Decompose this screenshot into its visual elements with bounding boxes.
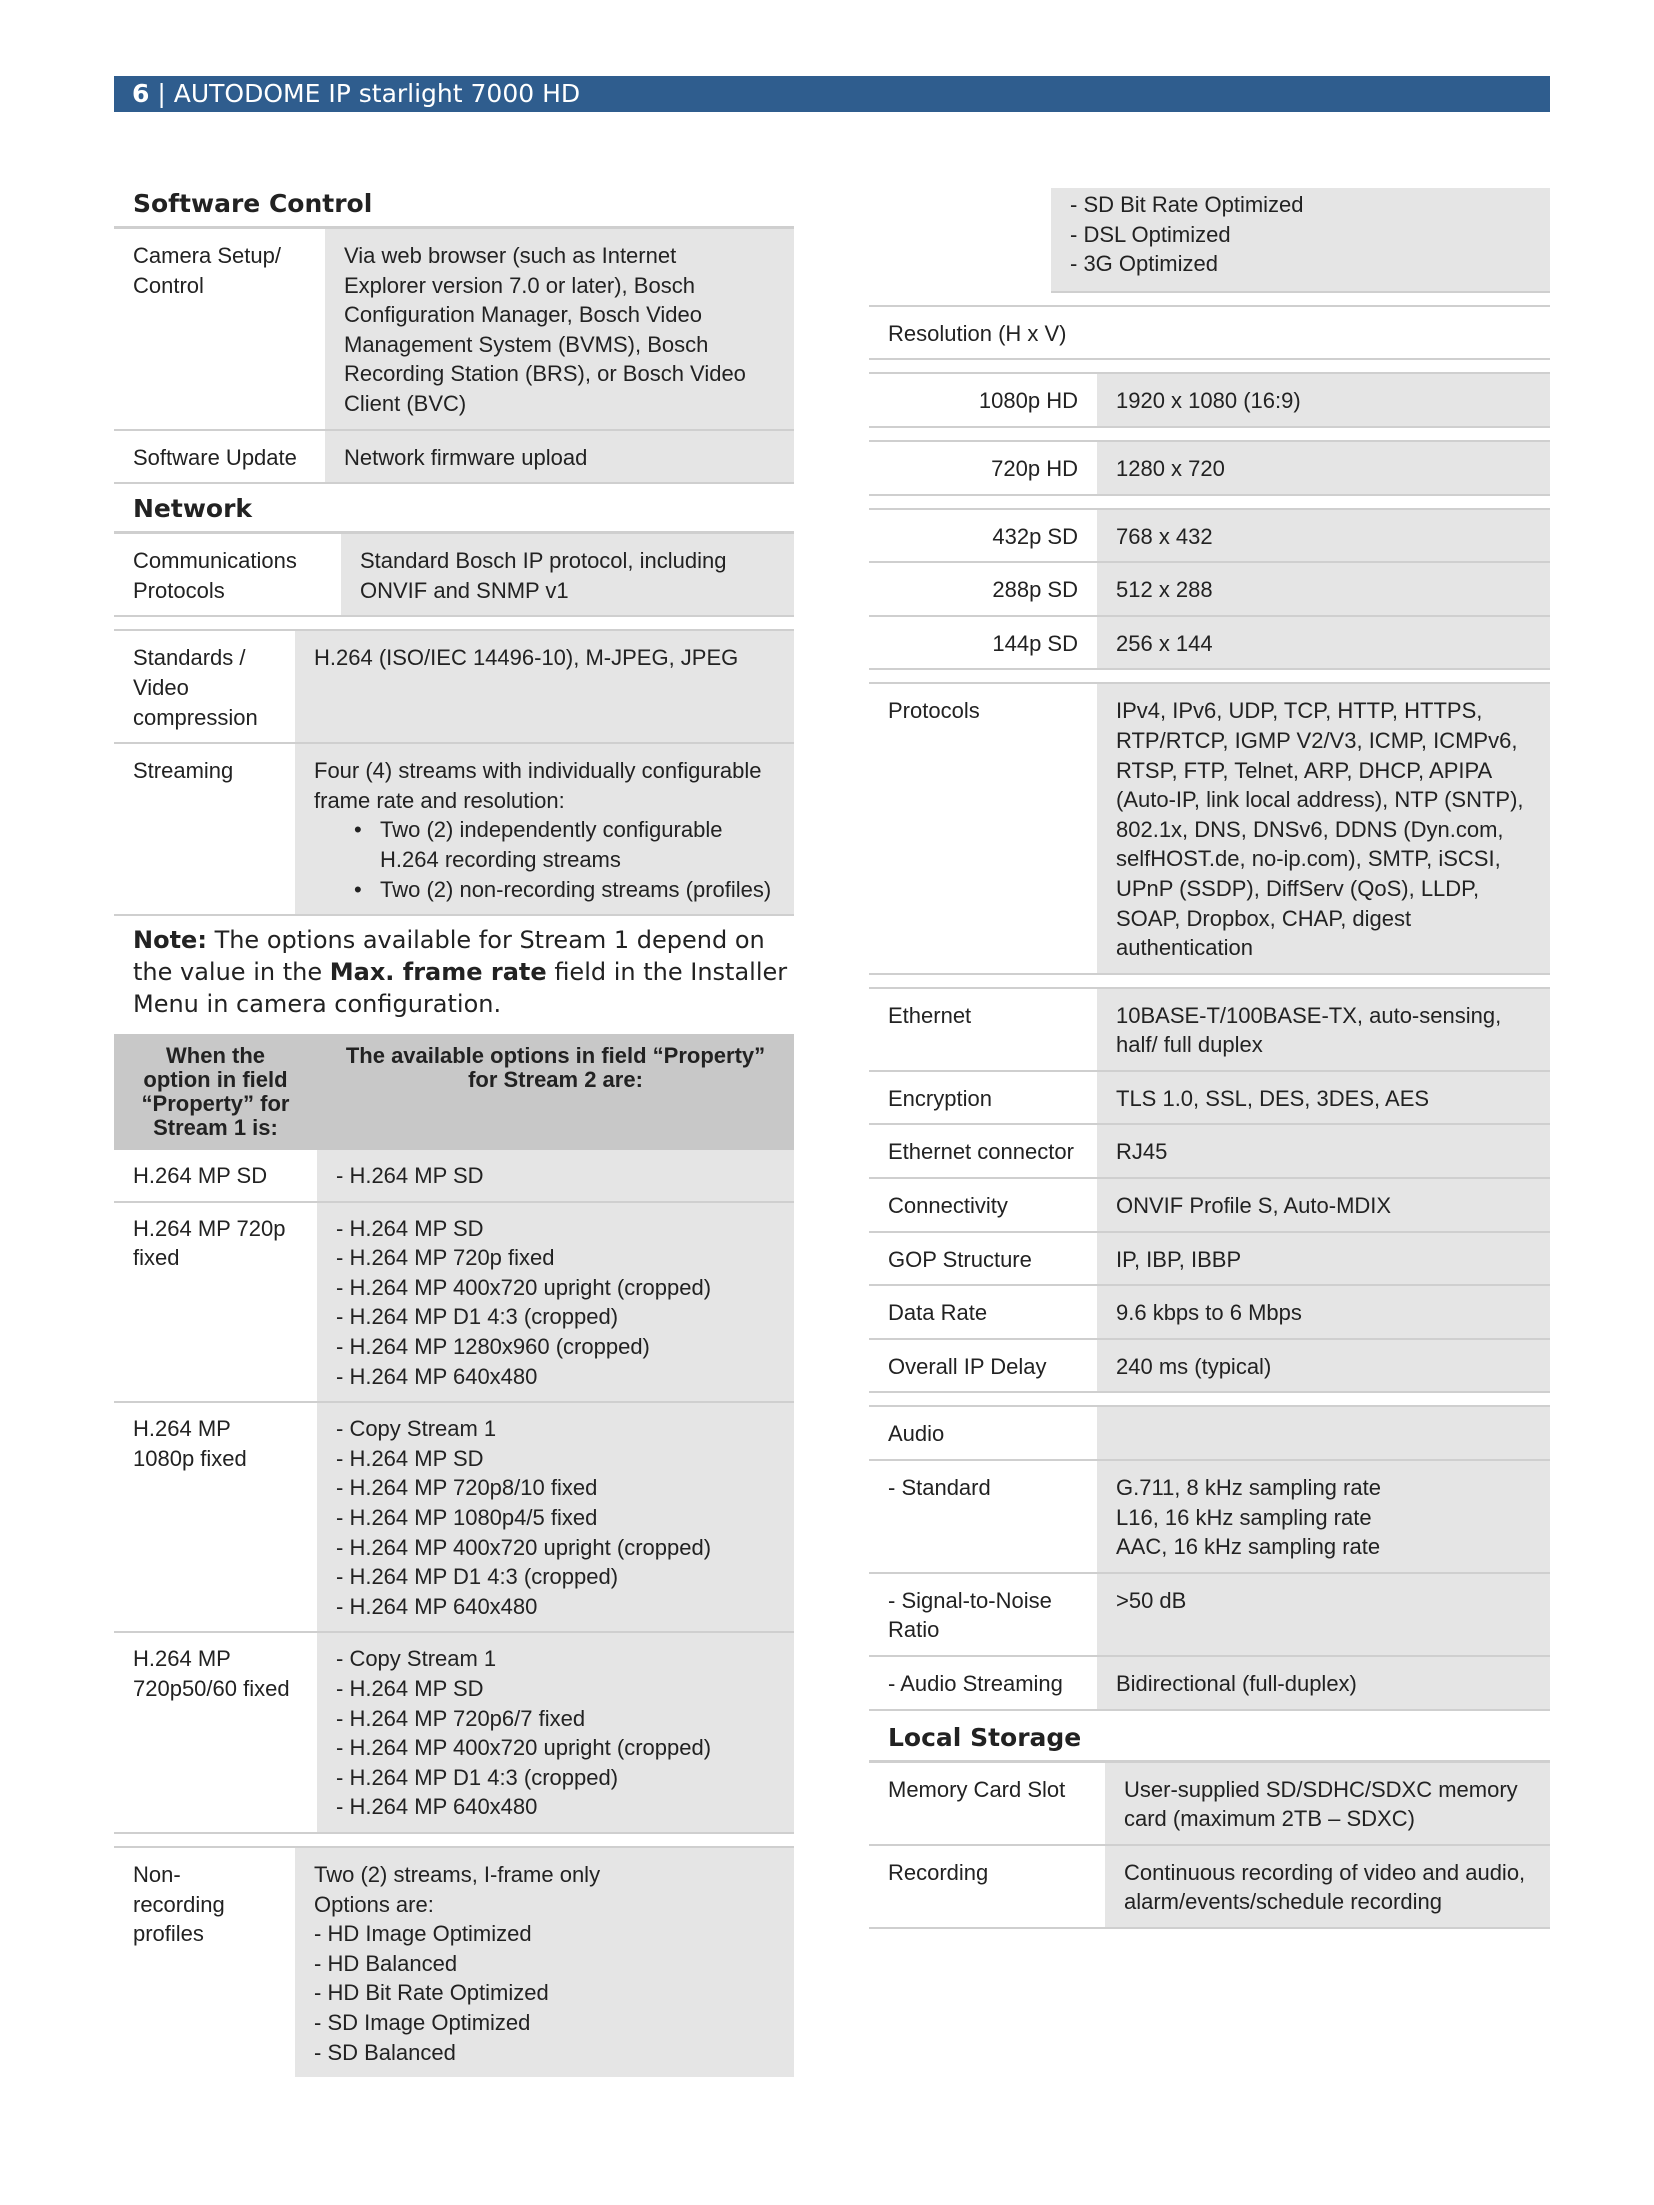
row-value: 1920 x 1080 (16:9): [1097, 374, 1550, 427]
option-line: - Copy Stream 1: [336, 1646, 497, 1672]
row-value: [295, 1848, 794, 2077]
row-value: 256 x 144: [1097, 616, 1550, 670]
row-value: [317, 1632, 794, 1833]
row-label: H.264 MP 1080p fixed: [114, 1402, 317, 1632]
value-line: G.711, 8 kHz sampling rate: [1116, 1475, 1381, 1501]
stream-note: [114, 916, 794, 1034]
table-row: [869, 684, 1550, 973]
column-header: When the option in field “Property” for Stream 1 is:: [114, 1034, 317, 1150]
value-line: - HD Balanced: [314, 1950, 458, 1976]
table-row: [869, 1071, 1550, 1125]
row-value: [295, 743, 794, 915]
row-label: Ethernet: [869, 989, 1097, 1071]
spacer: [114, 617, 794, 631]
row-label: Audio: [869, 1407, 1097, 1460]
header-separator: |: [157, 79, 166, 108]
row-label: - Audio Streaming: [869, 1656, 1097, 1710]
option-line: - H.264 MP 1080p4/5 fixed: [336, 1505, 598, 1531]
row-value: 768 x 432: [1097, 510, 1550, 563]
spacer: [869, 496, 1550, 510]
note-text: field in the Installer Menu in camera configuration.: [133, 958, 788, 1019]
row-value: IP, IBP, IBBP: [1097, 1232, 1550, 1286]
option-line: - H.264 MP 720p8/10 fixed: [336, 1475, 598, 1501]
resolution-rows-sd: [869, 510, 1550, 671]
table-row: [869, 1573, 1550, 1656]
table-row: [869, 562, 1550, 616]
streaming-bullets: [314, 815, 782, 904]
table-row: [869, 1460, 1550, 1573]
page-header: [114, 76, 1550, 112]
table-row: [869, 989, 1550, 1071]
table-row: [869, 616, 1550, 670]
row-value: [317, 1202, 794, 1403]
row-label: Encryption: [869, 1071, 1097, 1125]
row-value: >50 dB: [1097, 1573, 1550, 1656]
list-item: • Two (2) non-recording streams (profiles): [314, 875, 782, 905]
video-table: [114, 631, 794, 916]
value-line: L16, 16 kHz sampling rate: [1116, 1504, 1372, 1530]
spacer: [869, 428, 1550, 442]
table-row: [114, 430, 794, 484]
row-label: Connectivity: [869, 1178, 1097, 1232]
row-label: - Standard: [869, 1460, 1097, 1573]
value-line: - 3G Optimized: [1070, 251, 1218, 277]
option-line: - H.264 MP 640x480: [336, 1593, 538, 1619]
resolution-table: [869, 307, 1550, 361]
option-line: - H.264 MP 640x480: [336, 1794, 538, 1820]
value-line: - SD Image Optimized: [314, 2009, 531, 2035]
spacer: [869, 1393, 1550, 1407]
section-title-software-control: Software Control: [114, 185, 794, 229]
table-row: [114, 229, 794, 430]
option-line: - H.264 MP 720p6/7 fixed: [336, 1705, 586, 1731]
section-title-local-storage: Local Storage: [869, 1719, 1550, 1763]
value-line: - SD Balanced: [314, 2039, 456, 2065]
local-storage-table: [869, 1763, 1550, 1929]
table-row: [114, 743, 794, 915]
option-line: - H.264 MP 400x720 upright (cropped): [336, 1735, 712, 1761]
table-header-row: [114, 1034, 794, 1150]
row-label: GOP Structure: [869, 1232, 1097, 1286]
option-line: - H.264 MP 1280x960 (cropped): [336, 1334, 650, 1360]
row-label: Ethernet connector: [869, 1124, 1097, 1178]
row-value: User-supplied SD/SDHC/SDXC memory card (maximum 2TB – SDXC): [1105, 1763, 1550, 1845]
non-recording-table: [114, 1848, 794, 2077]
section-title-network: Network: [114, 490, 794, 534]
table-row: [869, 1232, 1550, 1286]
resolution-row: [869, 374, 1550, 428]
spacer: [869, 975, 1550, 989]
table-row: [114, 1202, 794, 1403]
option-line: - H.264 MP SD: [336, 1163, 484, 1189]
row-label: 1080p HD: [869, 374, 1097, 427]
row-value: TLS 1.0, SSL, DES, 3DES, AES: [1097, 1071, 1550, 1125]
row-label: 144p SD: [869, 616, 1097, 670]
option-line: - H.264 MP D1 4:3 (cropped): [336, 1564, 619, 1590]
table-row: [869, 1178, 1550, 1232]
option-line: - H.264 MP 720p fixed: [336, 1245, 555, 1271]
spacer: [114, 1834, 794, 1848]
row-value: Bidirectional (full-duplex): [1097, 1656, 1550, 1710]
row-label: 432p SD: [869, 510, 1097, 563]
note-text: The options available for Stream 1 depend on the value in the: [133, 926, 765, 987]
row-value: [317, 1402, 794, 1632]
row-label: - Signal-to-Noise Ratio: [869, 1573, 1097, 1656]
row-label: H.264 MP SD: [114, 1150, 317, 1202]
table-row: [869, 307, 1550, 360]
spacer: [869, 670, 1550, 684]
option-line: - H.264 MP SD: [336, 1445, 484, 1471]
list-item: • Two (2) independently configurable H.264 recording streams: [314, 815, 782, 874]
row-value: Network firmware upload: [325, 430, 794, 484]
note-prefix: Note:: [133, 926, 207, 955]
table-row: [869, 1339, 1550, 1393]
table-row: [114, 1402, 794, 1632]
table-row: [869, 1763, 1550, 1845]
row-label: H.264 MP 720p fixed: [114, 1202, 317, 1403]
table-row: [114, 631, 794, 743]
row-value: RJ45: [1097, 1124, 1550, 1178]
value-line: Options are:: [314, 1891, 434, 1917]
protocols-table: [869, 684, 1550, 974]
row-label: 720p HD: [869, 442, 1097, 495]
row-value: 240 ms (typical): [1097, 1339, 1550, 1393]
row-label: Memory Card Slot: [869, 1763, 1105, 1845]
option-line: - Copy Stream 1: [336, 1416, 497, 1442]
option-line: - H.264 MP 400x720 upright (cropped): [336, 1274, 712, 1300]
row-label: Recording: [869, 1845, 1105, 1928]
row-label: 288p SD: [869, 562, 1097, 616]
row-value: 10BASE-T/100BASE-TX, auto-sensing, half/ full duplex: [1097, 989, 1550, 1071]
row-label: Data Rate: [869, 1285, 1097, 1339]
value-line: - HD Bit Rate Optimized: [314, 1980, 549, 2006]
row-value: Via web browser (such as Internet Explorer version 7.0 or later), Bosch Configuration Manager, Bosch Video Management System (BVMS), Bosch Recording Station (BRS), or Bosch Video Client (BVC): [325, 229, 794, 430]
row-label: Resolution (H x V): [869, 307, 1550, 360]
row-label: Camera Setup/ Control: [114, 229, 325, 430]
table-row: [869, 1407, 1550, 1460]
document-title: AUTODOME IP starlight 7000 HD: [173, 79, 581, 108]
right-column: [869, 188, 1550, 1929]
row-value: 9.6 kbps to 6 Mbps: [1097, 1285, 1550, 1339]
table-row: [869, 1285, 1550, 1339]
communications-table: [114, 534, 794, 617]
row-value: H.264 (ISO/IEC 14496-10), M-JPEG, JPEG: [295, 631, 794, 743]
table-row: [114, 534, 794, 616]
table-row: [869, 510, 1550, 563]
row-label: Software Update: [114, 430, 325, 484]
table-row: [869, 1845, 1550, 1928]
row-value: IPv4, IPv6, UDP, TCP, HTTP, HTTPS, RTP/RTCP, IGMP V2/V3, ICMP, ICMPv6, RTSP, FTP, Telnet, ARP, DHCP, APIPA (Auto-IP, link local address), NTP (SNTP), 802.1x, DNS, DNSv6, DDNS (Dyn.com, selfHOST.de, no-ip.com), SMTP, iSCSI, UPnP (SSDP), DiffServ (QoS), LLDP, SOAP, Dropbox, CHAP, digest authentication: [1097, 684, 1550, 973]
streaming-intro: Four (4) streams with individually configurable frame rate and resolution:: [314, 758, 762, 813]
row-value: 1280 x 720: [1097, 442, 1550, 495]
page-number: 6: [132, 79, 150, 108]
option-line: - H.264 MP SD: [336, 1215, 484, 1241]
value-line: AAC, 16 kHz sampling rate: [1116, 1534, 1381, 1560]
row-value: 512 x 288: [1097, 562, 1550, 616]
table-row: [869, 1656, 1550, 1710]
resolution-row: [869, 442, 1550, 496]
table-row: [114, 1150, 794, 1202]
table-row: [114, 1632, 794, 1833]
left-column: [114, 185, 794, 2077]
row-value: [317, 1150, 794, 1202]
stream-options-table: [114, 1034, 794, 1834]
column-header: The available options in field “Property” for Stream 2 are:: [317, 1034, 794, 1150]
spacer: [869, 293, 1550, 307]
option-line: - H.264 MP D1 4:3 (cropped): [336, 1304, 619, 1330]
table-row: [869, 374, 1550, 427]
row-label: Communications Protocols: [114, 534, 341, 616]
ethernet-table: [869, 989, 1550, 1394]
table-row: [114, 1848, 794, 2077]
continued-options: [1051, 188, 1550, 293]
row-value: Standard Bosch IP protocol, including ONVIF and SNMP v1: [341, 534, 794, 616]
row-label: Protocols: [869, 684, 1097, 973]
spacer: [869, 360, 1550, 374]
row-value: [1097, 1460, 1550, 1573]
row-label: Standards / Video compression: [114, 631, 295, 743]
row-label: Non-recording profiles: [133, 1861, 225, 1947]
row-label: H.264 MP 720p50/60 fixed: [114, 1632, 317, 1833]
software-control-table: [114, 229, 794, 484]
table-row: [869, 442, 1550, 495]
option-line: - H.264 MP 400x720 upright (cropped): [336, 1534, 712, 1560]
table-row: [869, 1124, 1550, 1178]
row-label: Streaming: [114, 743, 295, 915]
row-label: Overall IP Delay: [869, 1339, 1097, 1393]
row-value: Continuous recording of video and audio, alarm/events/schedule recording: [1105, 1845, 1550, 1928]
value-line: Two (2) streams, I-frame only: [314, 1861, 601, 1887]
row-value: [1097, 1407, 1550, 1460]
value-line: - HD Image Optimized: [314, 1921, 532, 1947]
option-line: - H.264 MP D1 4:3 (cropped): [336, 1764, 619, 1790]
option-line: - H.264 MP 640x480: [336, 1363, 538, 1389]
note-emphasis: Max. frame rate: [329, 958, 547, 987]
value-line: - SD Bit Rate Optimized: [1070, 192, 1304, 217]
audio-table: [869, 1407, 1550, 1710]
option-line: - H.264 MP SD: [336, 1676, 484, 1701]
row-value: ONVIF Profile S, Auto-MDIX: [1097, 1178, 1550, 1232]
value-line: - DSL Optimized: [1070, 221, 1231, 247]
